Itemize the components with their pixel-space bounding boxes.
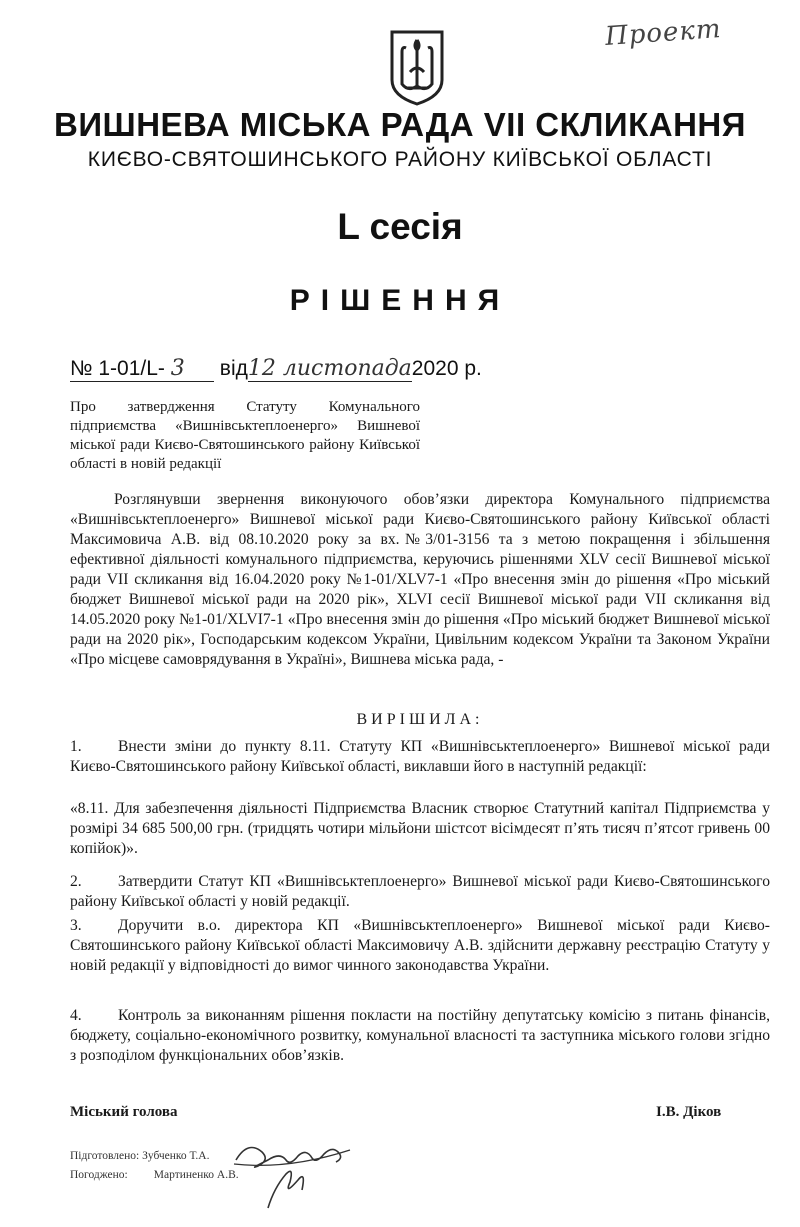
session-title: L сесія [337,206,463,247]
decision-year: 2020 р. [411,357,482,380]
from-label: від [219,357,248,380]
list-item: 1. Внести зміни до пункту 8.11. Статуту КП «Вишнівськтеплоенерго» Вишневої міської ради Києво-Святошинського району Київської області, виклавши його в наступній редакції: [70,738,770,775]
decision-subject: Про затвердження Статуту Комунального підприємства «Вишнівськтеплоенерго» Вишневої міської ради Києво-Святошинського району Київської області в новій редакції [70,399,420,472]
resolved-heading: ВИРІШИЛА: [356,711,484,728]
council-title: ВИШНЕВА МІСЬКА РАДА VII СКЛИКАННЯ [54,106,746,143]
agreed-by: Погоджено: Мартиненко А.В. [70,1169,239,1181]
trident-emblem-icon [388,28,446,106]
list-item: 3. Доручити в.о. директора КП «Вишнівськтеплоенерго» Вишневої міської ради Києво-Святошинського району Київської області Максимовичу А.В. здійснити державну реєстрацію Статуту у новій редакції у відповідності до вимог чинного законодавства України. [70,917,770,974]
prepared-by: Підготовлено: Зубченко Т.А. [70,1150,210,1162]
list-item: 4. Контроль за виконанням рішення покласти на постійну депутатську комісію з питань фінансів, бюджету, соціально-економічного розвитку, комунальної власності та заступника міського голови згідно з розподілом функціональних обов’язків. [70,1007,770,1064]
handwritten-date: 12 листопада [247,356,412,381]
list-item: «8.11. Для забезпечення діяльності Підприємства Власник створює Статутний капітал Підприємства у розмірі 34 685 500,00 грн. (тридцять чотири мільйони шістсот вісімдесят п’ять тисяч п’ятсот гривень 00 копійок)». [70,800,770,857]
signer-title: Міський голова [70,1104,178,1120]
handwritten-signature-icon [228,1130,358,1210]
list-item: 2. Затвердити Статут КП «Вишнівськтеплоенерго» Вишневої міської ради Києво-Святошинського району Київської області у новій редакції. [70,873,770,910]
draft-stamp: Проект [604,13,723,53]
decision-number: № 1-01/L- 3 [70,356,214,382]
district-subtitle: КИЄВО-СВЯТОШИНСЬКОГО РАЙОНУ КИЇВСЬКОЇ ОБЛАСТІ [87,148,713,171]
document-type: РІШЕННЯ [289,284,511,317]
decision-number-line [70,356,482,382]
preamble-paragraph: Розглянувши звернення виконуючого обов’язки директора Комунального підприємства «Вишнівськтеплоенерго» Вишневої міської ради Києво-Святошинського району Київської області Максимовича А.В. від 08.10.2020 року за вх.№3/01-3156 та з метою покращення і збільшення ефективної діяльності комунального підприємства, керуючись рішеннями XLV сесії Вишневої міської ради VII скликання від 16.04.2020 року №1-01/XLV7-1 «Про внесення змін до рішення «Про міський бюджет Вишневої міської ради на 2020 рік», XLVI сесії Вишневої міської ради VII скликання від 14.05.2020 року №1-01/XLVI7-1 «Про внесення змін до рішення «Про міський бюджет Вишневої міської ради на 2020 рік», Господарським кодексом України, Цивільним кодексом України та Законом України «Про місцеве самоврядування в Україні», Вишнева міська рада, - [70,491,770,668]
signer-name: І.В. Діков [656,1104,722,1120]
